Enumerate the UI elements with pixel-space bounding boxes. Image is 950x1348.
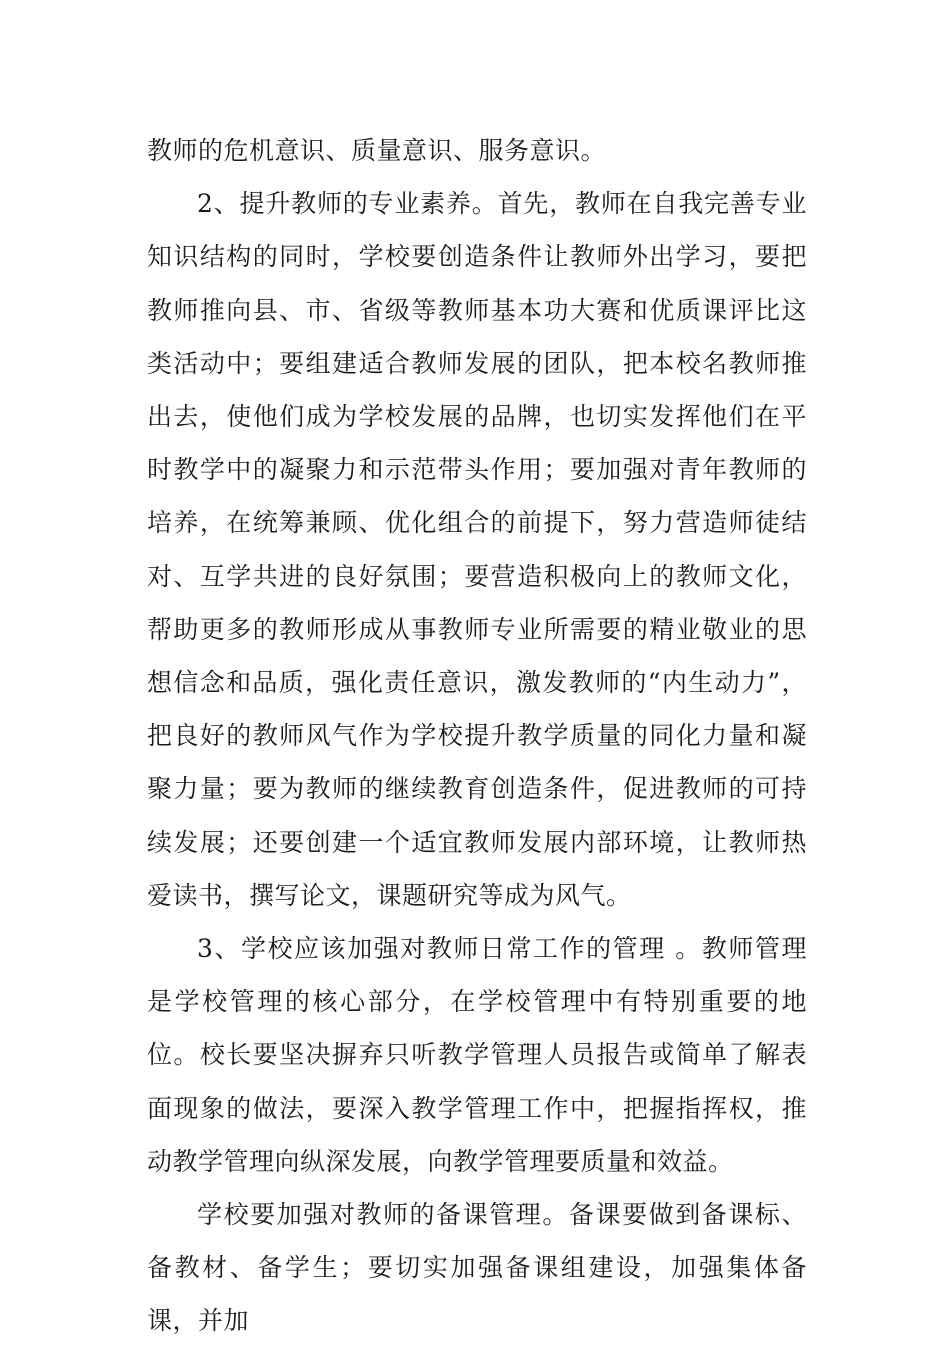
body-text (147, 124, 807, 1348)
paragraph-3-daily-work-management: 3、学校应该加强对教师日常工作的管理 。教师管理是学校管理的核心部分，在学校管理中有特别重要的地位。校长要坚决摒弃只听教学管理人员报告或简单了解表面现象的做法，要深入教学管理工作中，把握指挥权，推动教学管理向纵深发展，向教学管理要质量和效益。 (147, 934, 807, 1176)
paragraph-2-professional-quality: 2、提升教师的专业素养。首先，教师在自我完善专业知识结构的同时，学校要创造条件让教师外出学习，要把教师推向县、市、省级等教师基本功大赛和优质课评比这类活动中；要组建适合教师发展的团队，把本校名教师推出去，使他们成为学校发展的品牌，也切实发挥他们在平时教学中的凝聚力和示范带头作用；要加强对青年教师的培养，在统筹兼顾、优化组合的前提下，努力营造师徒结对、互学共进的良好氛围；要营造积极向上的教师文化，帮助更多的教师形成从事教师专业所需要的精业敬业的思想信念和品质，强化责任意识，激发教师的“内生动力”，把良好的教师风气作为学校提升教学质量的同化力量和凝聚力量；要为教师的继续教育创造条件，促进教师的可持续发展；还要创建一个适宜教师发展内部环境，让教师热爱读书，撰写论文，课题研究等成为风气。 (147, 189, 807, 910)
paragraph-lesson-prep-management: 学校要加强对教师的备课管理。备课要做到备课标、备教材、备学生；要切实加强备课组建设，加强集体备课，并加 (147, 1200, 807, 1336)
paragraph-continuation: 教师的危机意识、质量意识、服务意识。 (147, 136, 607, 165)
